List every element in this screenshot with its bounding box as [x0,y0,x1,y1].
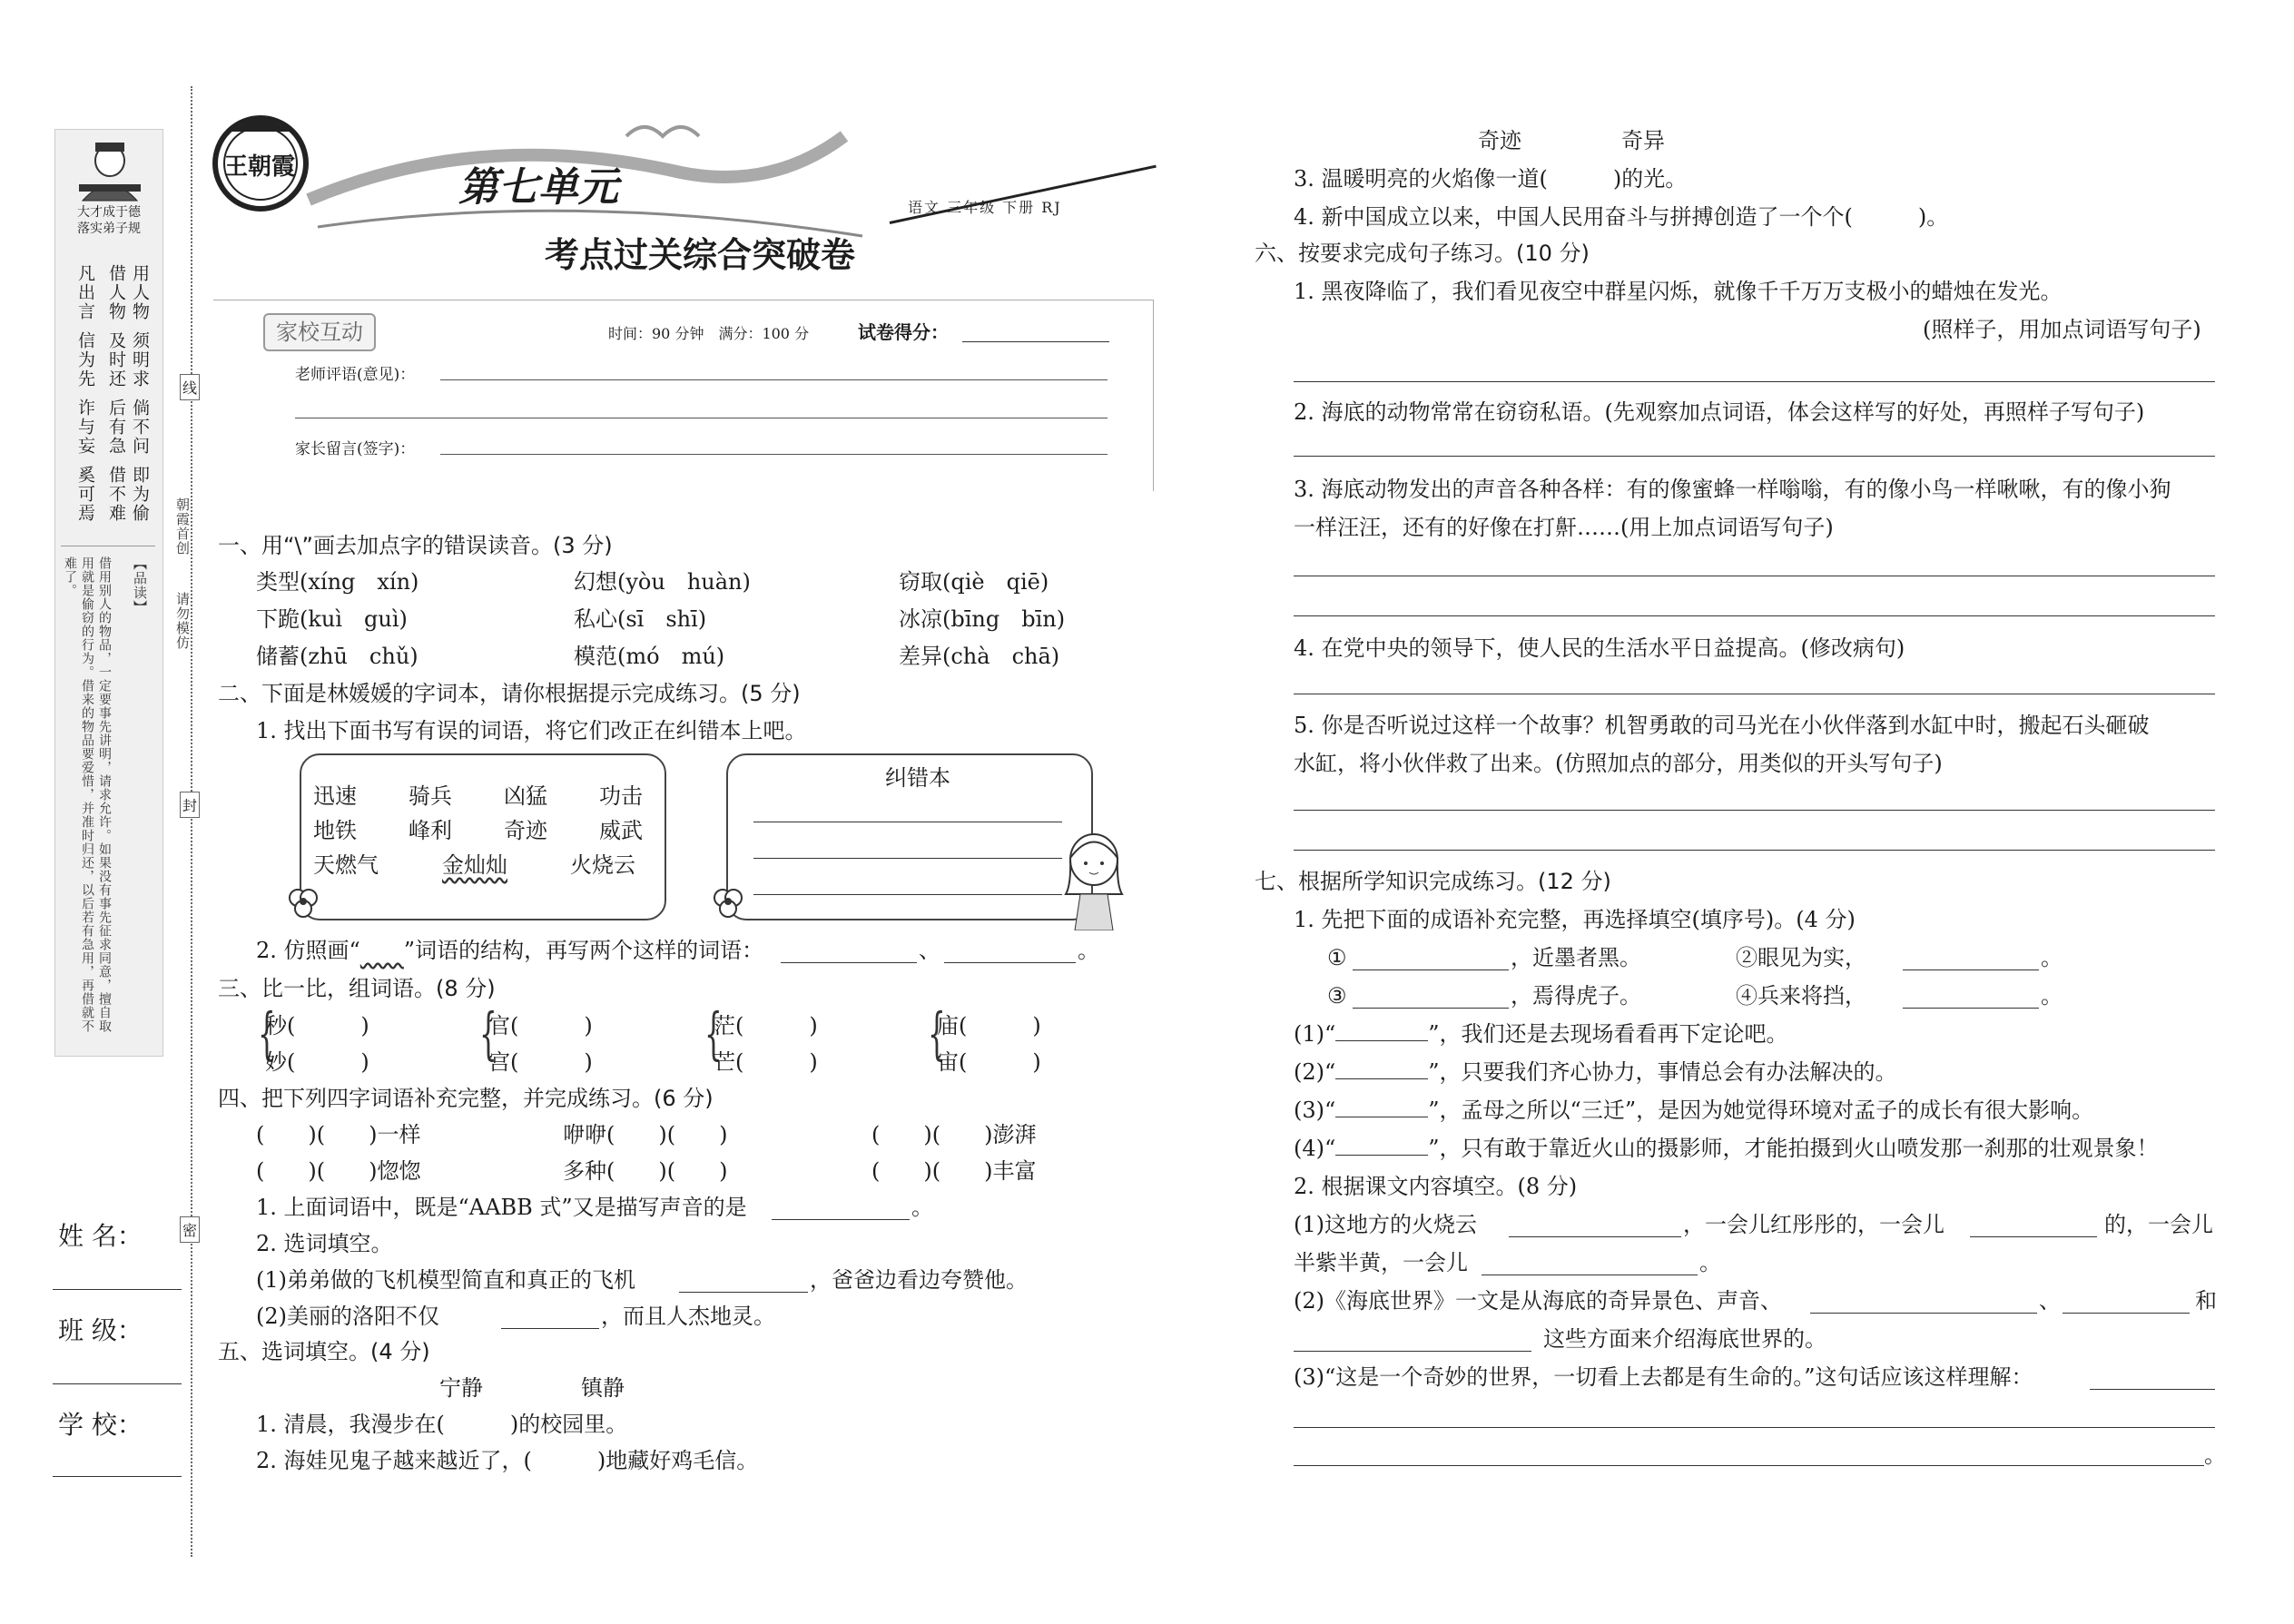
logo-caption-2: 落实弟子规 [77,221,141,236]
idiom-1-text: ，近墨者黑。 [1511,945,1641,970]
q4-r1c1: ( )( )一样 [256,1122,421,1147]
teacher-field-1[interactable] [440,379,1108,380]
q1-r2c3: 冰凉(bīng bīn) [899,606,1066,632]
idiom-3-field[interactable] [1353,1008,1509,1009]
word-10: 金灿灿 [442,852,507,878]
idiom-4-end: 。 [2041,983,2063,1009]
poem-col-5: 借人物 [106,264,126,321]
q6-s4: 4. 在党中央的领导下，使人民的生活水平日益提高。(修改病句) [1294,635,1905,661]
q7-p1b: ，一会儿红彤彤的，一会儿 [1683,1212,1944,1237]
q4-heading: 四、把下列四字词语补充完整，并完成练习。(6 分) [218,1086,714,1111]
q6-s5-answer-2[interactable] [1294,850,2215,851]
word-4: 功击 [599,783,643,809]
q5-s4: 4. 新中国成立以来，中国人民用奋斗与拼搏创造了一个个( )。 [1294,204,1949,230]
q3-1a: 秒( ) [265,1013,369,1038]
q4-i2b-answer[interactable] [501,1328,599,1329]
idiom-4-field[interactable] [1903,1008,2039,1009]
poem-col-8: 借不难 [106,466,126,523]
q2-answer-1[interactable] [781,962,917,963]
wavy-sample [360,938,404,963]
q4-i2: 2. 选词填空。 [256,1231,393,1256]
q7-i1: 1. 先把下面的成语补充完整，再选择填空(填序号)。(4 分) [1294,907,1856,932]
q7-p1d: 半紫半黄，一会儿 [1294,1250,1468,1275]
word-3: 凶猛 [504,783,547,809]
q7-p1-field-1[interactable] [1509,1236,1681,1237]
q4-i2b-pre: (2)美丽的洛阳不仅 [256,1304,439,1329]
home-school-tag: 家校互动 [263,313,376,351]
idiom-4-text: ④兵来将挡， [1736,983,1866,1009]
cut-label-3: 密 [180,1216,200,1243]
correction-line-3[interactable] [753,894,1062,895]
q7-p2c: 和 [2195,1288,2217,1314]
q6-s3b: 一样汪汪，还有的好像在打鼾……(用上加点词语写句子) [1294,515,1834,540]
q4-r2c2: 多种( )( ) [563,1158,728,1184]
q7-p2b: 、 [2039,1288,2061,1314]
parent-label: 家长留言(签字)： [295,440,416,458]
q3-3b: 芒( ) [714,1049,818,1075]
idiom-3-num: ③ [1327,983,1347,1009]
q7-p2d: 这些方面来介绍海底世界的。 [1543,1326,1826,1352]
q4-r2c1: ( )( )惚惚 [256,1158,421,1184]
poem-col-12: 奚可焉 [75,466,95,523]
q5-heading: 五、选词填空。(4 分) [218,1339,430,1364]
q4-i2a-answer[interactable] [679,1292,808,1293]
q7-p1-field-2[interactable] [1970,1236,2097,1237]
poem-col-2: 须明求 [130,331,150,389]
fill-1-text: ，我们还是去现场看看再下定论吧。 [1439,1021,1788,1047]
side-strip [54,129,163,1057]
parent-field[interactable] [440,454,1108,455]
q7-p1c: 的，一会儿 [2104,1212,2213,1237]
poem-col-1: 用人物 [130,264,150,321]
q5-word-4: 奇异 [1621,128,1665,153]
idiom-1-num: ① [1327,945,1347,970]
q1-r1c3: 窃取(qiè qiē) [899,569,1049,595]
fill-4-text: ，只有敢于靠近火山的摄影师，才能拍摄到火山喷发那一刹那的壮观景象！ [1439,1136,2159,1161]
poem-col-6: 及时还 [106,331,126,389]
poem-col-11: 诈与妄 [75,399,95,456]
brace-1: { [258,1000,276,1067]
q7-p3-field-3[interactable] [1294,1465,2204,1466]
q1-r1c2: 幻想(yòu huàn) [574,569,751,595]
time-info: 时间：90 分钟 满分：100 分 [608,325,810,342]
q7-p2-field-3[interactable] [1294,1351,1531,1352]
q6-s3a: 3. 海底动物发出的声音各种各样：有的像蜜蜂一样嗡嗡，有的像小鸟一样啾啾，有的像小狗 [1294,477,2171,502]
q1-r3c1: 储蓄(zhū chǔ) [256,644,418,669]
class-label: 班 级： [58,1315,143,1345]
q7-p1e: 。 [1699,1250,1721,1275]
q5-s2: 2. 海娃见鬼子越来越近了，( )地藏好鸡毛信。 [256,1448,759,1473]
q1-heading: 一、用“\”画去加点字的错误读音。(3 分) [218,533,613,558]
q7-i2: 2. 根据课文内容填空。(8 分) [1294,1174,1578,1199]
reading-text: 借用别人的物品，一定要事先讲明，请求允许。如果没有事先征求同意，擅自取用就是偷窃的行为。借来的物品要爱惜，并准时归还，以后若有急用，再借就不难了。 [63,556,112,1033]
q6-s1: 1. 黑夜降临了，我们看见夜空中群星闪烁，就像千千万万支极小的蜡烛在发光。 [1294,279,2063,304]
flower-icon [285,885,321,921]
logo-caption-1: 大才成于德 [77,205,141,220]
q6-s5a: 5. 你是否听说过这样一个故事？机智勇敢的司马光在小伙伴落到水缸中时，搬起石头砸破 [1294,713,2150,738]
q3-4a: 庙( ) [937,1013,1041,1038]
q2-answer-2[interactable] [944,962,1076,963]
q7-p3: (3)“这是一个奇妙的世界，一切看上去都是有生命的。”这句话应该这样理解： [1294,1364,2033,1390]
q7-p2-field-2[interactable] [2063,1313,2190,1314]
q6-s2-answer[interactable] [1294,456,2215,457]
q6-s5b: 水缸，将小伙伴救了出来。(仿照加点的部分，用类似的开头写句子) [1294,751,1943,776]
subject-tag: 语文 三年级 下册 RJ [908,199,1062,216]
fill-4-field[interactable] [1335,1155,1428,1156]
brace-4: { [928,1000,946,1067]
fill-2-text: ，只要我们齐心协力，事情总会有办法解决的。 [1439,1059,1897,1085]
reading-label: 【品读】 [132,556,148,615]
q3-2a: 官( ) [488,1013,593,1038]
q7-p2-field-1[interactable] [1810,1313,2037,1314]
cut-line [191,86,192,1557]
correction-title: 纠错本 [885,765,950,791]
word-8: 威武 [599,818,643,843]
q3-2b: 宫( ) [488,1049,593,1075]
q2-sep: 、 [919,938,940,963]
teacher-label: 老师评语(意见)： [295,366,416,384]
q2-end: 。 [1078,938,1099,963]
school-field[interactable] [53,1476,182,1477]
q1-r3c2: 模范(mó mú) [574,644,725,669]
brace-2: { [479,1000,497,1067]
girl-figure-icon [1062,831,1126,930]
q3-4b: 宙( ) [937,1049,1041,1075]
correction-line-2[interactable] [753,858,1062,859]
q2-item1: 1. 找出下面书写有误的词语，将它们改正在纠错本上吧。 [256,718,807,743]
fill-3-text: ，孟母之所以“三迁”，是因为她觉得环境对孟子的成长有很大影响。 [1439,1097,2094,1123]
q7-p3-end: 。 [2204,1442,2226,1468]
q3-3a: 茫( ) [714,1013,818,1038]
poem-col-4: 即为偷 [130,466,150,523]
word-7: 奇迹 [504,818,547,843]
poem-col-7: 后有急 [106,399,126,456]
poem-col-9: 凡出言 [75,264,95,321]
q1-r2c1: 下跪(kuì guì) [256,606,408,632]
q6-s3-answer-2[interactable] [1294,615,2215,616]
q2-heading: 二、下面是林媛媛的字词本，请你根据提示完成练习。(5 分) [218,681,801,706]
q4-i2a-pre: (1)弟弟做的飞机模型简直和真正的飞机 [256,1267,635,1293]
q1-r1c1: 类型(xíng xín) [256,569,419,595]
score-label: 试卷得分： [858,321,949,343]
q2-item2-b: ”词语的结构，再写两个这样的词语： [403,938,764,963]
score-field[interactable] [962,341,1109,342]
q5-word-2: 镇静 [581,1375,625,1401]
word-11: 火烧云 [570,852,635,878]
poem-col-10: 信为先 [75,331,95,389]
q5-s3: 3. 温暖明亮的火焰像一道( )的光。 [1294,166,1688,192]
brace-3: { [704,1000,723,1067]
word-9: 天燃气 [313,852,379,878]
q7-p3-field-1[interactable] [2090,1389,2215,1390]
q3-1b: 妙( ) [265,1049,369,1075]
q3-heading: 三、比一比，组词语。(8 分) [218,976,496,1001]
name-field[interactable] [53,1289,182,1290]
word-5: 地铁 [313,818,357,843]
q4-i2a-post: ，爸爸边看边夸赞他。 [810,1267,1028,1293]
word-1: 迅速 [313,783,357,809]
fill-2-field[interactable] [1335,1078,1428,1079]
poem-col-3: 倘不问 [130,399,150,456]
q4-i1-answer[interactable] [772,1219,910,1220]
q6-s1-answer[interactable] [1294,381,2215,382]
idiom-3-text: ，焉得虎子。 [1511,983,1641,1009]
q4-r2c3: ( )( )丰富 [871,1158,1037,1184]
flower-icon-2 [710,885,746,921]
class-field[interactable] [53,1383,182,1384]
side-note-2: 请勿模仿 [174,592,191,650]
q4-i1: 1. 上面词语中，既是“AABB 式”又是描写声音的是 [256,1195,747,1220]
fill-1-field[interactable] [1335,1040,1428,1041]
q5-s1: 1. 清晨，我漫步在( )的校园里。 [256,1412,628,1437]
q6-s5-answer-1[interactable] [1294,810,2215,811]
q4-r1c2: 咿咿( )( ) [563,1122,728,1147]
q4-r1c3: ( )( )澎湃 [871,1122,1037,1147]
q7-p3-field-2[interactable] [1294,1427,2215,1428]
name-label: 姓 名： [58,1221,143,1251]
idiom-2-text: ②眼见为实， [1736,945,1866,970]
word-6: 峰利 [409,818,452,843]
q1-r2c2: 私心(sī shī) [574,606,707,632]
idiom-2-field[interactable] [1903,969,2039,970]
cut-label-2: 封 [180,792,200,818]
q7-p2a: (2)《海底世界》一文是从海底的奇异景色、声音、 [1294,1288,1782,1314]
q1-r3c3: 差异(chà chā) [899,644,1060,669]
q7-heading: 七、根据所学知识完成练习。(12 分) [1255,869,1611,894]
q6-heading: 六、按要求完成句子练习。(10 分) [1255,241,1590,266]
idiom-2-end: 。 [2041,945,2063,970]
q6-s1-note: (照样子，用加点词语写句子) [1923,317,2201,342]
q4-i2b-post: ，而且人杰地灵。 [601,1304,775,1329]
q5-word-1: 宁静 [439,1375,483,1401]
school-label: 学 校： [58,1410,143,1440]
q5-word-3: 奇迹 [1478,128,1521,153]
paper-title: 考点过关综合突破卷 [545,235,856,275]
q2-item2-a: 2. 仿照画“ [256,938,360,963]
word-2: 骑兵 [409,783,452,809]
idiom-1-field[interactable] [1353,969,1509,970]
q7-p1a: (1)这地方的火烧云 [1294,1212,1477,1237]
unit-title: 第七单元 [458,164,618,211]
scholar-figure-icon [75,137,144,202]
brand-name: 王朝霞 [224,153,296,181]
q6-s2: 2. 海底的动物常常在窃窃私语。(先观察加点词语，体会这样写的好处，再照样子写句子) [1294,399,2145,425]
cut-label-1: 线 [180,374,200,400]
side-note-1: 朝霞首创 [174,497,191,556]
